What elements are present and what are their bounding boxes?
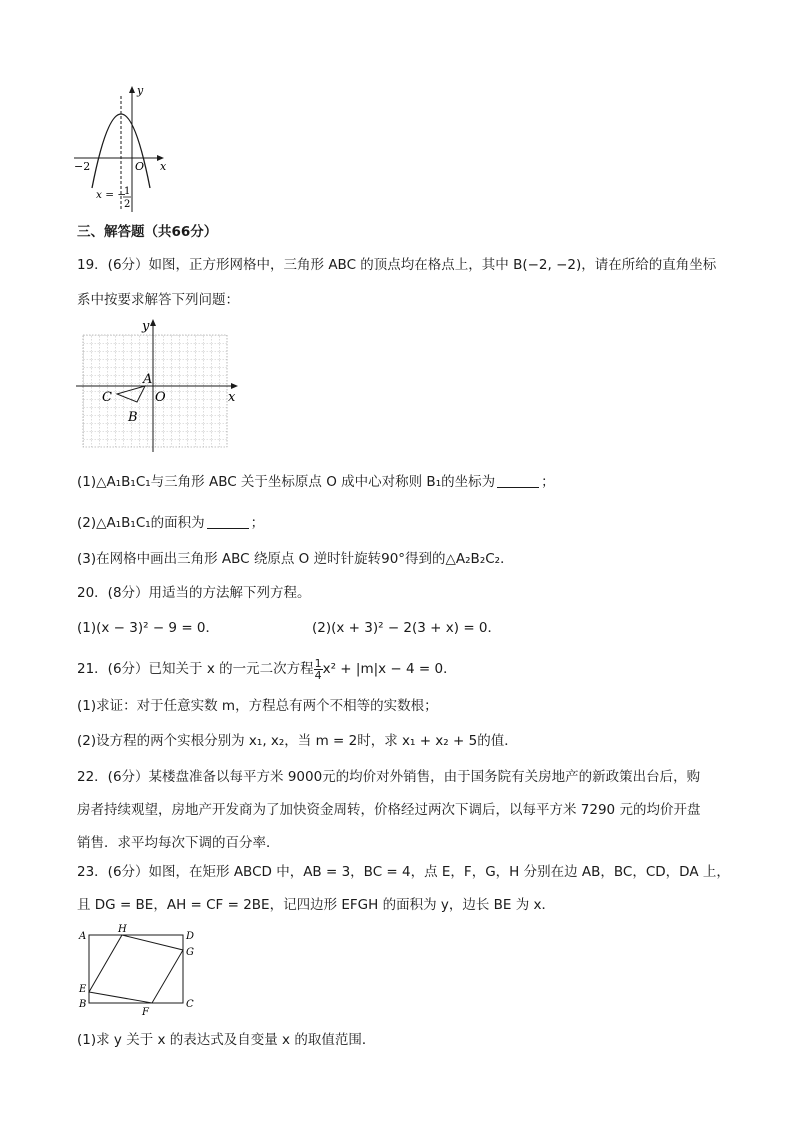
q23-label-e: E <box>79 984 87 995</box>
q19-sub1-blank[interactable] <box>497 473 539 488</box>
q19-sub1-end: ； <box>541 474 555 490</box>
origin-label: O <box>135 160 145 173</box>
parabola-figure <box>70 84 180 216</box>
q19-b-label: B <box>128 410 138 425</box>
q23-label-a: A <box>79 931 87 942</box>
q23-label-h: H <box>118 924 127 935</box>
q23-line1: 23．(6分）如图，在矩形 ABCD 中，AB = 3，BC = 4，点 E，F，G，H 分别在边 AB，BC，CD，DA 上， <box>77 864 730 880</box>
q23-label-d: D <box>186 931 195 942</box>
q21-stem <box>77 654 457 684</box>
q23-sub1: (1)求 y 关于 x 的表达式及自变量 x 的取值范围． <box>77 1032 376 1048</box>
q19-sub2-end: ； <box>250 515 265 531</box>
q20-sub2: (2)(x + 3)² − 2(3 + x) = 0． <box>312 620 502 636</box>
q19-sub2-text: (2)△A₁B₁C₁的面积为 <box>77 515 205 531</box>
q19-sub1-text: (1)△A₁B₁C₁与三角形 ABC 关于坐标原点 O 成中心对称则 B₁的坐标为 <box>77 474 496 490</box>
q19-stem-line2: 系中按要求解答下列问题： <box>77 292 239 308</box>
q23-label-g: G <box>186 947 194 958</box>
x-axis-label: x <box>160 160 167 173</box>
q21-sub1: (1)求证：对于任意实数 m，方程总有两个不相等的实数根； <box>77 698 438 714</box>
q19-grid-figure <box>74 318 246 456</box>
section-3-title: 三、解答题（共66分） <box>77 224 218 240</box>
q23-rectangle-figure <box>74 922 202 1016</box>
q19-sub1 <box>77 472 555 492</box>
q19-sub2 <box>77 513 264 533</box>
q19-x-label: x <box>228 390 236 405</box>
q22-line3: 销售．求平均每次下调的百分率． <box>77 835 280 851</box>
q19-sub2-blank[interactable] <box>207 514 249 529</box>
q19-a-label: A <box>143 372 153 387</box>
q19-y-label: y <box>142 319 150 334</box>
q21-frac-den: 4 <box>314 668 322 682</box>
q20-sub1: (1)(x − 3)² − 9 = 0． <box>77 620 220 636</box>
axis-eq-den: 2 <box>124 199 131 210</box>
axis-eq-label: x = − <box>96 189 127 201</box>
y-axis-label: y <box>137 84 144 97</box>
axis-eq-num: 1 <box>124 186 131 197</box>
q23-label-f: F <box>142 1007 149 1016</box>
q21-frac-num: 1 <box>314 656 322 670</box>
q23-label-b: B <box>79 999 87 1010</box>
q19-c-label: C <box>102 390 112 405</box>
q19-sub3: (3)在网格中画出三角形 ABC 绕原点 O 逆时针旋转90°得到的△A₂B₂C₂． <box>77 551 514 567</box>
q20-stem: 20．(8分）用适当的方法解下列方程。 <box>77 585 311 601</box>
q21-fraction <box>314 658 323 681</box>
q21-stem-text: 21．(6分）已知关于 x 的一元二次方程 <box>77 661 314 677</box>
q22-line1: 22．(6分）某楼盘准备以每平方米 9000元的均价对外销售，由于国务院有关房地产的新政策出台后，购 <box>77 769 701 785</box>
q21-stem-eq: x² + |m|x − 4 = 0． <box>322 661 457 677</box>
neg2-label: −2 <box>74 160 91 173</box>
q23-line2: 且 DG = BE，AH = CF = 2BE，记四边形 EFGH 的面积为 y，边长 BE 为 x． <box>77 897 556 913</box>
q23-label-c: C <box>186 999 194 1010</box>
q19-o-label: O <box>155 390 166 405</box>
q19-stem-line1: 19．(6分）如图，正方形网格中，三角形 ABC 的顶点均在格点上，其中 B(−2, −2)，请在所给的直角坐标 <box>77 257 717 273</box>
q22-line2: 房者持续观望，房地产开发商为了加快资金周转，价格经过两次下调后，以每平方米 7290 元的均价开盘 <box>77 802 701 818</box>
q21-sub2: (2)设方程的两个实根分别为 x₁, x₂，当 m = 2时，求 x₁ + x₂ + 5的值． <box>77 733 518 749</box>
